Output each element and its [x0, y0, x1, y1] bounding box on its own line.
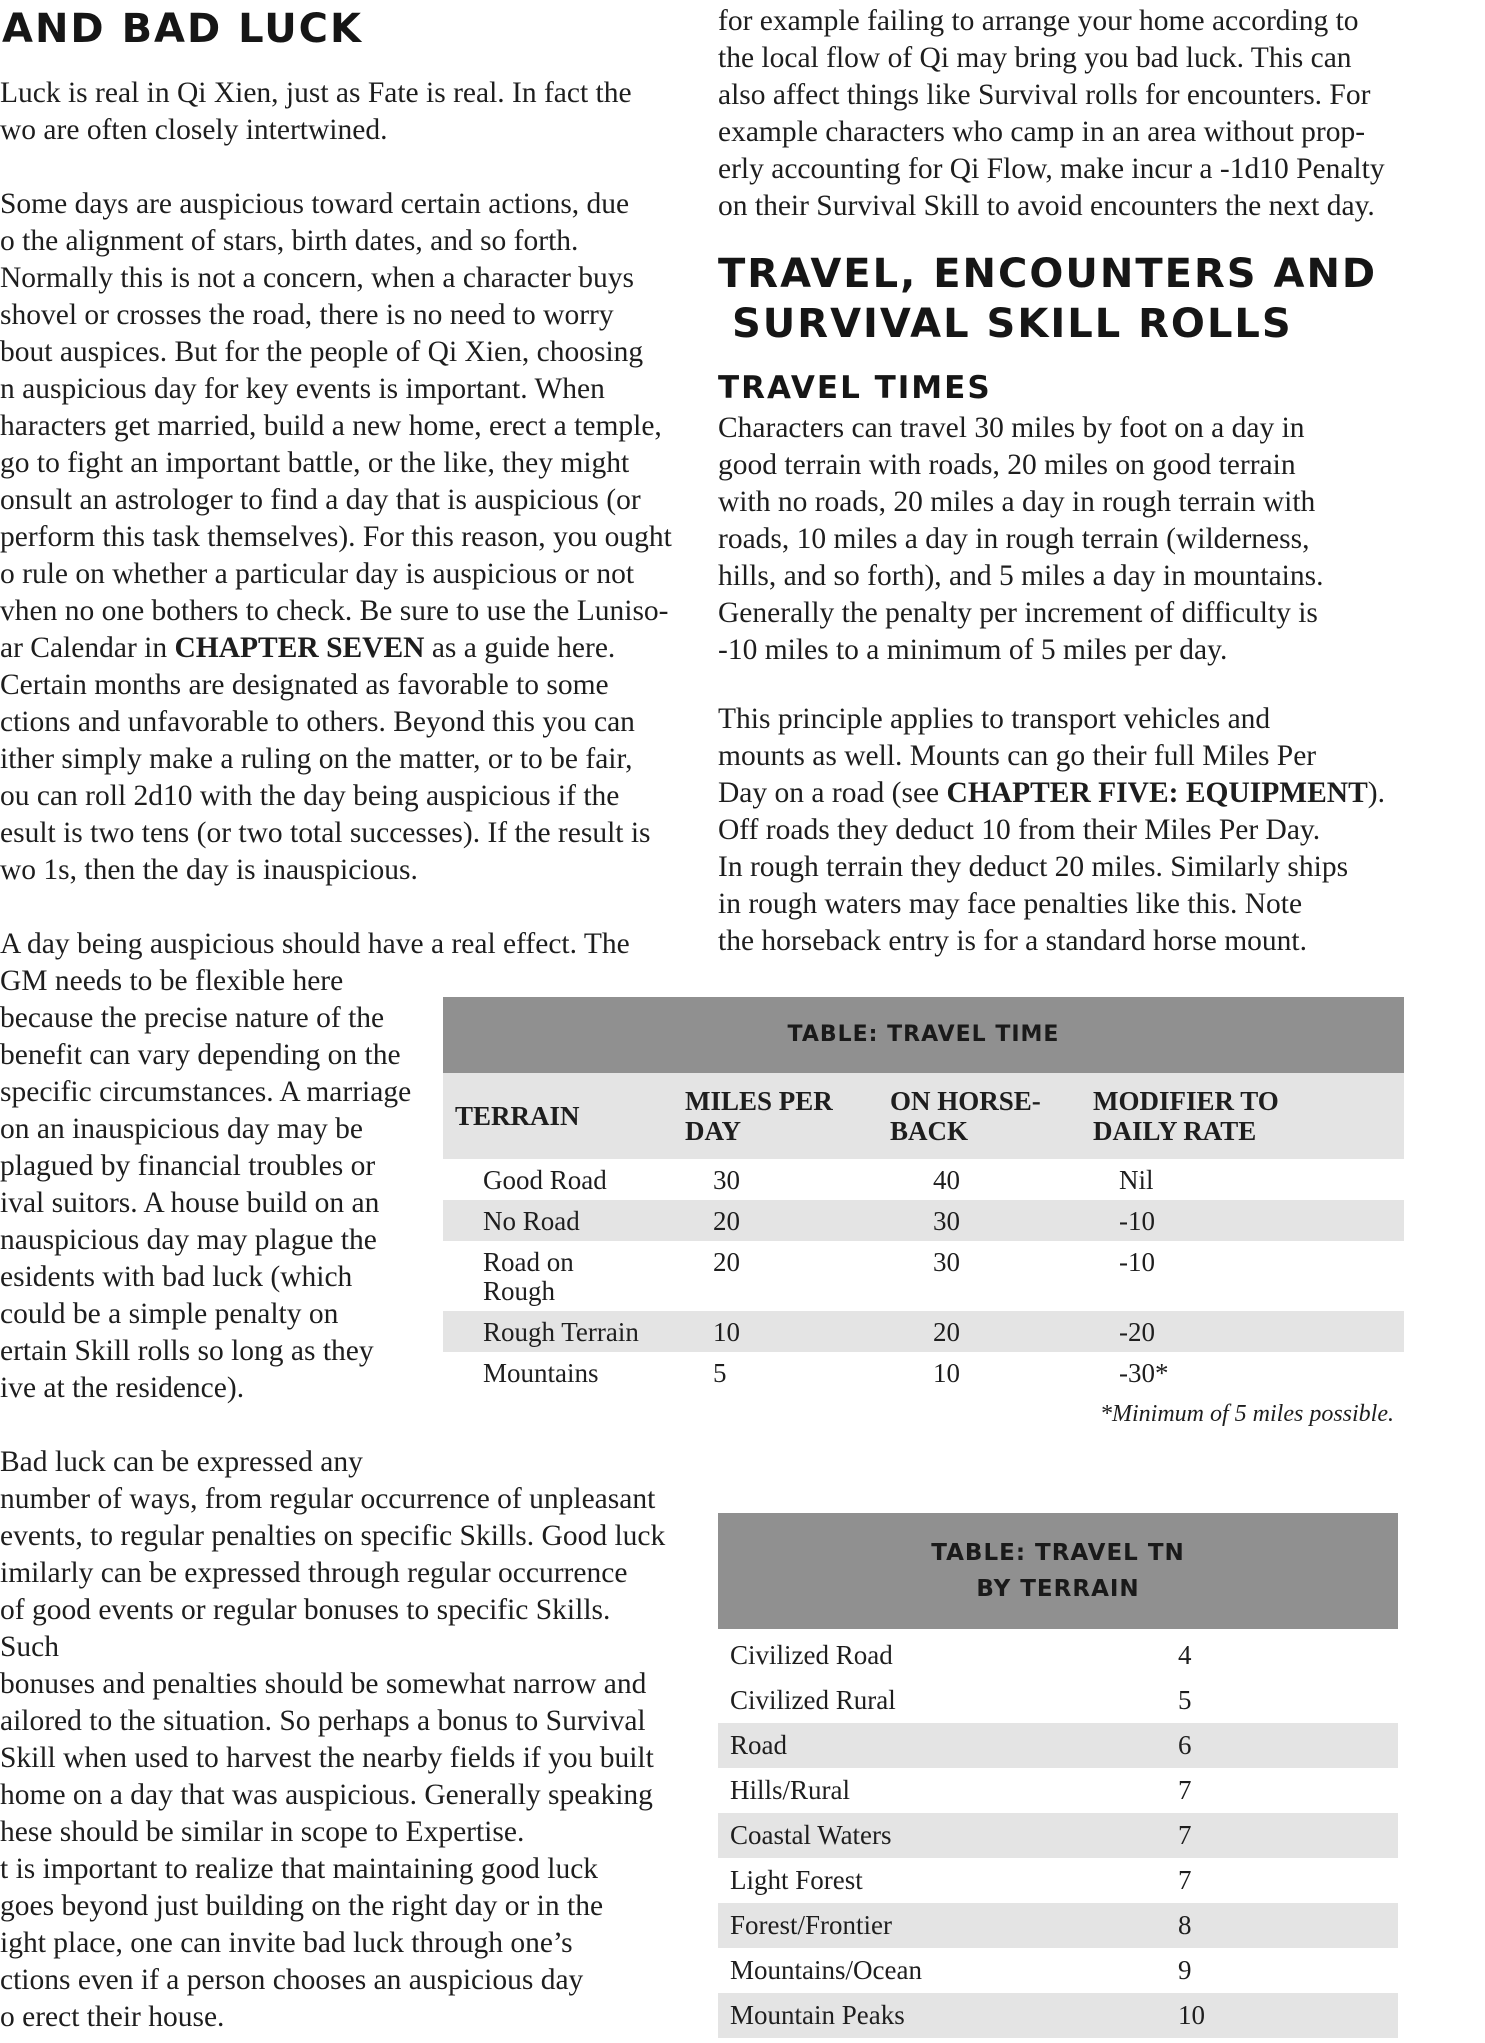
section-heading-travel: [718, 249, 1377, 349]
text-line: A day being auspicious should have a real effect. The: [0, 928, 630, 960]
cell-horseback: 30: [933, 1247, 960, 1277]
text-line: because the precise nature of the: [0, 1002, 385, 1034]
table-row: [718, 1678, 1398, 1723]
table-row: [443, 1311, 1404, 1352]
cell-horseback: 40: [933, 1165, 960, 1195]
table-footnote: *Minimum of 5 miles possible.: [1100, 1401, 1394, 1427]
header-terrain: [443, 1101, 673, 1131]
text-line: home on a day that was auspicious. Generally speaking: [0, 1779, 653, 1811]
table-row: [718, 1723, 1398, 1768]
table-title-line: TABLE: TRAVEL TN: [931, 1540, 1185, 1566]
text-line: o the alignment of stars, birth dates, and so forth.: [0, 225, 579, 257]
text-line: ctions and unfavorable to others. Beyond this you can: [0, 706, 635, 738]
cell-modifier: Nil: [1119, 1165, 1154, 1195]
text-line: n auspicious day for key events is important. When: [0, 373, 605, 405]
cell-tn: 10: [1178, 2000, 1205, 2030]
text-line: with no roads, 20 miles a day in rough terrain with: [718, 486, 1316, 518]
cell-miles: 10: [713, 1317, 740, 1347]
text-line: imilarly can be expressed through regular occurrence: [0, 1557, 628, 1589]
paragraph-travel-rates: [718, 410, 1402, 669]
cell-modifier: -10: [1119, 1247, 1155, 1277]
text-line: o rule on whether a particular day is auspicious or not: [0, 558, 635, 590]
text-line: onsult an astrologer to find a day that is auspicious (or: [0, 484, 641, 516]
cell-terrain: Road: [730, 1730, 787, 1760]
cell-tn: 7: [1178, 1865, 1192, 1895]
text-line: GM needs to be flexible here: [0, 965, 344, 997]
cell-terrain: Coastal Waters: [730, 1820, 892, 1850]
cell-modifier: -20: [1119, 1317, 1155, 1347]
text-line: of good events or regular bonuses to specific Skills. Such: [0, 1594, 611, 1663]
table-travel-tn: [718, 1513, 1398, 2038]
cell-terrain: Hills/Rural: [730, 1775, 850, 1805]
text-line: esidents with bad luck (which: [0, 1261, 353, 1293]
text-line: t is important to realize that maintaining good luck: [0, 1853, 599, 1885]
header-text: DAY: [685, 1116, 742, 1146]
header-text: DAILY RATE: [1093, 1116, 1257, 1146]
table-title: [718, 1513, 1398, 1629]
cell-terrain: Forest/Frontier: [730, 1910, 892, 1940]
header-modifier: [1081, 1086, 1404, 1146]
paragraph-bad-luck: [0, 1444, 672, 1851]
cell-terrain: Light Forest: [730, 1865, 863, 1895]
subheading-travel-times: TRAVEL TIMES: [718, 370, 992, 406]
paragraph-qi-flow: [718, 3, 1402, 225]
header-text: TERRAIN: [455, 1101, 580, 1131]
text-line: in rough waters may face penalties like this. Note: [718, 888, 1303, 920]
table-travel-time: [443, 997, 1404, 1428]
cell-terrain: Mountains: [483, 1358, 599, 1388]
text-line: Luck is real in Qi Xien, just as Fate is real. In fact the: [0, 77, 632, 109]
text-line: ive at the residence).: [0, 1372, 245, 1404]
text-line: Skill when used to harvest the nearby fields if you built: [0, 1742, 654, 1774]
text-line: -10 miles to a minimum of 5 miles per day.: [718, 634, 1228, 666]
text-line: Generally the penalty per increment of difficulty is: [718, 597, 1318, 629]
text-line: for example failing to arrange your home according to: [718, 5, 1359, 37]
text-line: benefit can vary depending on the: [0, 1039, 401, 1071]
header-text: BACK: [890, 1116, 969, 1146]
cell-terrain: Civilized Road: [730, 1640, 893, 1670]
header-miles-per-day: [673, 1086, 878, 1146]
text-span: ).: [1367, 777, 1385, 809]
text-line: wo are often closely intertwined.: [0, 114, 388, 146]
cell-horseback: 10: [933, 1358, 960, 1388]
heading-line: TRAVEL, ENCOUNTERS AND: [718, 251, 1378, 297]
cell-terrain: Civilized Rural: [730, 1685, 896, 1715]
cell-miles: 20: [713, 1247, 740, 1277]
text-span: Day on a road (see: [718, 777, 947, 809]
table-row: [718, 1858, 1398, 1903]
cell-terrain: Mountains/Ocean: [730, 1955, 922, 1985]
text-line: perform this task themselves). For this reason, you ought: [0, 521, 672, 553]
paragraph-auspicious-days: [0, 186, 672, 889]
text-line: example characters who camp in an area without prop-: [718, 116, 1366, 148]
table-row: [718, 1948, 1398, 1993]
table-row: [718, 1768, 1398, 1813]
text-line: ertain Skill rolls so long as they: [0, 1335, 374, 1367]
paragraph-transport: [718, 701, 1402, 960]
chapter-reference: CHAPTER FIVE: EQUIPMENT: [946, 777, 1368, 809]
paragraph-luck-intro: [0, 75, 672, 149]
text-line: In rough terrain they deduct 20 miles. Similarly ships: [718, 851, 1349, 883]
text-line: go to fight an important battle, or the like, they might: [0, 447, 630, 479]
cell-tn: 7: [1178, 1775, 1192, 1805]
text-line: wo 1s, then the day is inauspicious.: [0, 854, 418, 886]
text-line: on their Survival Skill to avoid encounters the next day.: [718, 190, 1375, 222]
header-text: MILES PER: [685, 1086, 833, 1116]
table-header-row: [443, 1073, 1404, 1159]
text-line: Characters can travel 30 miles by foot on a day in: [718, 412, 1305, 444]
text-line: shovel or crosses the road, there is no need to worry: [0, 299, 614, 331]
text-line: hills, and so forth), and 5 miles a day in mountains.: [718, 560, 1324, 592]
text-line: number of ways, from regular occurrence of unpleasant: [0, 1483, 656, 1515]
text-line: nauspicious day may plague the: [0, 1224, 377, 1256]
text-line: Certain months are designated as favorable to some: [0, 669, 609, 701]
cell-terrain: Good Road: [483, 1165, 607, 1195]
text-line: could be a simple penalty on: [0, 1298, 339, 1330]
table-title: TABLE: TRAVEL TIME: [443, 997, 1404, 1073]
heading-line: SURVIVAL SKILL ROLLS: [732, 301, 1293, 347]
text-line: Some days are auspicious toward certain actions, due: [0, 188, 630, 220]
text-line: hese should be similar in scope to Expertise.: [0, 1816, 525, 1848]
text-line: Bad luck can be expressed any: [0, 1446, 363, 1478]
text-line: also affect things like Survival rolls for encounters. For: [718, 79, 1371, 111]
text-line: This principle applies to transport vehicles and: [718, 703, 1271, 735]
table-row: [718, 1813, 1398, 1858]
text-line: ctions even if a person chooses an auspicious day: [0, 1964, 584, 1996]
text-line: on an inauspicious day may be: [0, 1113, 363, 1145]
text-span: ar Calendar in: [0, 632, 175, 664]
table-title-line: BY TERRAIN: [976, 1576, 1140, 1602]
text-line: specific circumstances. A marriage: [0, 1076, 412, 1108]
header-text: ON HORSE-: [890, 1086, 1041, 1116]
cell-tn: 5: [1178, 1685, 1192, 1715]
text-span: as a guide here.: [424, 632, 616, 664]
text-line: the local flow of Qi may bring you bad luck. This can: [718, 42, 1352, 74]
text-line: events, to regular penalties on specific Skills. Good luck: [0, 1520, 666, 1552]
cell-terrain: Rough Terrain: [483, 1317, 639, 1347]
table-row: [718, 1903, 1398, 1948]
text-line: ival suitors. A house build on an: [0, 1187, 380, 1219]
text-line: o erect their house.: [0, 2001, 225, 2033]
text-line: the horseback entry is for a standard horse mount.: [718, 925, 1308, 957]
text-line: goes beyond just building on the right day or in the: [0, 1890, 604, 1922]
text-line: esult is two tens (or two total successes). If the result is: [0, 817, 651, 849]
cell-tn: 7: [1178, 1820, 1192, 1850]
cell-terrain: Road on Rough: [483, 1247, 574, 1306]
cell-tn: 4: [1178, 1640, 1192, 1670]
text-line: ight place, one can invite bad luck through one’s: [0, 1927, 573, 1959]
table-row: [443, 1352, 1404, 1393]
text-line: erly accounting for Qi Flow, make incur a -1d10 Penalty: [718, 153, 1385, 185]
text-line: plagued by financial troubles or: [0, 1150, 376, 1182]
text-line: bonuses and penalties should be somewhat narrow and: [0, 1668, 647, 1700]
paragraph-maintaining-luck: [0, 1851, 672, 2036]
text-line: ailored to the situation. So perhaps a bonus to Survival: [0, 1705, 646, 1737]
cell-terrain: No Road: [483, 1206, 580, 1236]
text-line: bout auspices. But for the people of Qi Xien, choosing: [0, 336, 644, 368]
text-line: good terrain with roads, 20 miles on good terrain: [718, 449, 1296, 481]
table-row: [443, 1241, 1404, 1311]
cell-tn: 8: [1178, 1910, 1192, 1940]
text-line: Normally this is not a concern, when a character buys: [0, 262, 635, 294]
header-horseback: [878, 1086, 1081, 1146]
cell-miles: 30: [713, 1165, 740, 1195]
cell-modifier: -30*: [1119, 1358, 1169, 1388]
table-row: [443, 1200, 1404, 1241]
text-line: Off roads they deduct 10 from their Miles Per Day.: [718, 814, 1321, 846]
cell-horseback: 20: [933, 1317, 960, 1347]
cell-miles: 20: [713, 1206, 740, 1236]
section-heading-luck: AND BAD LUCK: [2, 6, 364, 52]
text-line: [718, 775, 1402, 812]
text-line: [0, 630, 672, 667]
text-line: ou can roll 2d10 with the day being auspicious if the: [0, 780, 620, 812]
cell-horseback: 30: [933, 1206, 960, 1236]
cell-modifier: -10: [1119, 1206, 1155, 1236]
text-line: haracters get married, build a new home, erect a temple,: [0, 410, 662, 442]
cell-tn: 6: [1178, 1730, 1192, 1760]
chapter-reference: CHAPTER SEVEN: [174, 632, 425, 664]
text-line: roads, 10 miles a day in rough terrain (wilderness,: [718, 523, 1310, 555]
table-row: [718, 1633, 1398, 1678]
cell-terrain: Mountain Peaks: [730, 2000, 905, 2030]
cell-miles: 5: [713, 1358, 727, 1388]
header-text: MODIFIER TO: [1093, 1086, 1279, 1116]
cell-tn: 9: [1178, 1955, 1192, 1985]
text-line: mounts as well. Mounts can go their full Miles Per: [718, 740, 1317, 772]
text-line: ither simply make a ruling on the matter, or to be fair,: [0, 743, 633, 775]
table-row: [443, 1159, 1404, 1200]
table-row: [718, 1993, 1398, 2038]
text-line: vhen no one bothers to check. Be sure to use the Luniso-: [0, 595, 669, 627]
